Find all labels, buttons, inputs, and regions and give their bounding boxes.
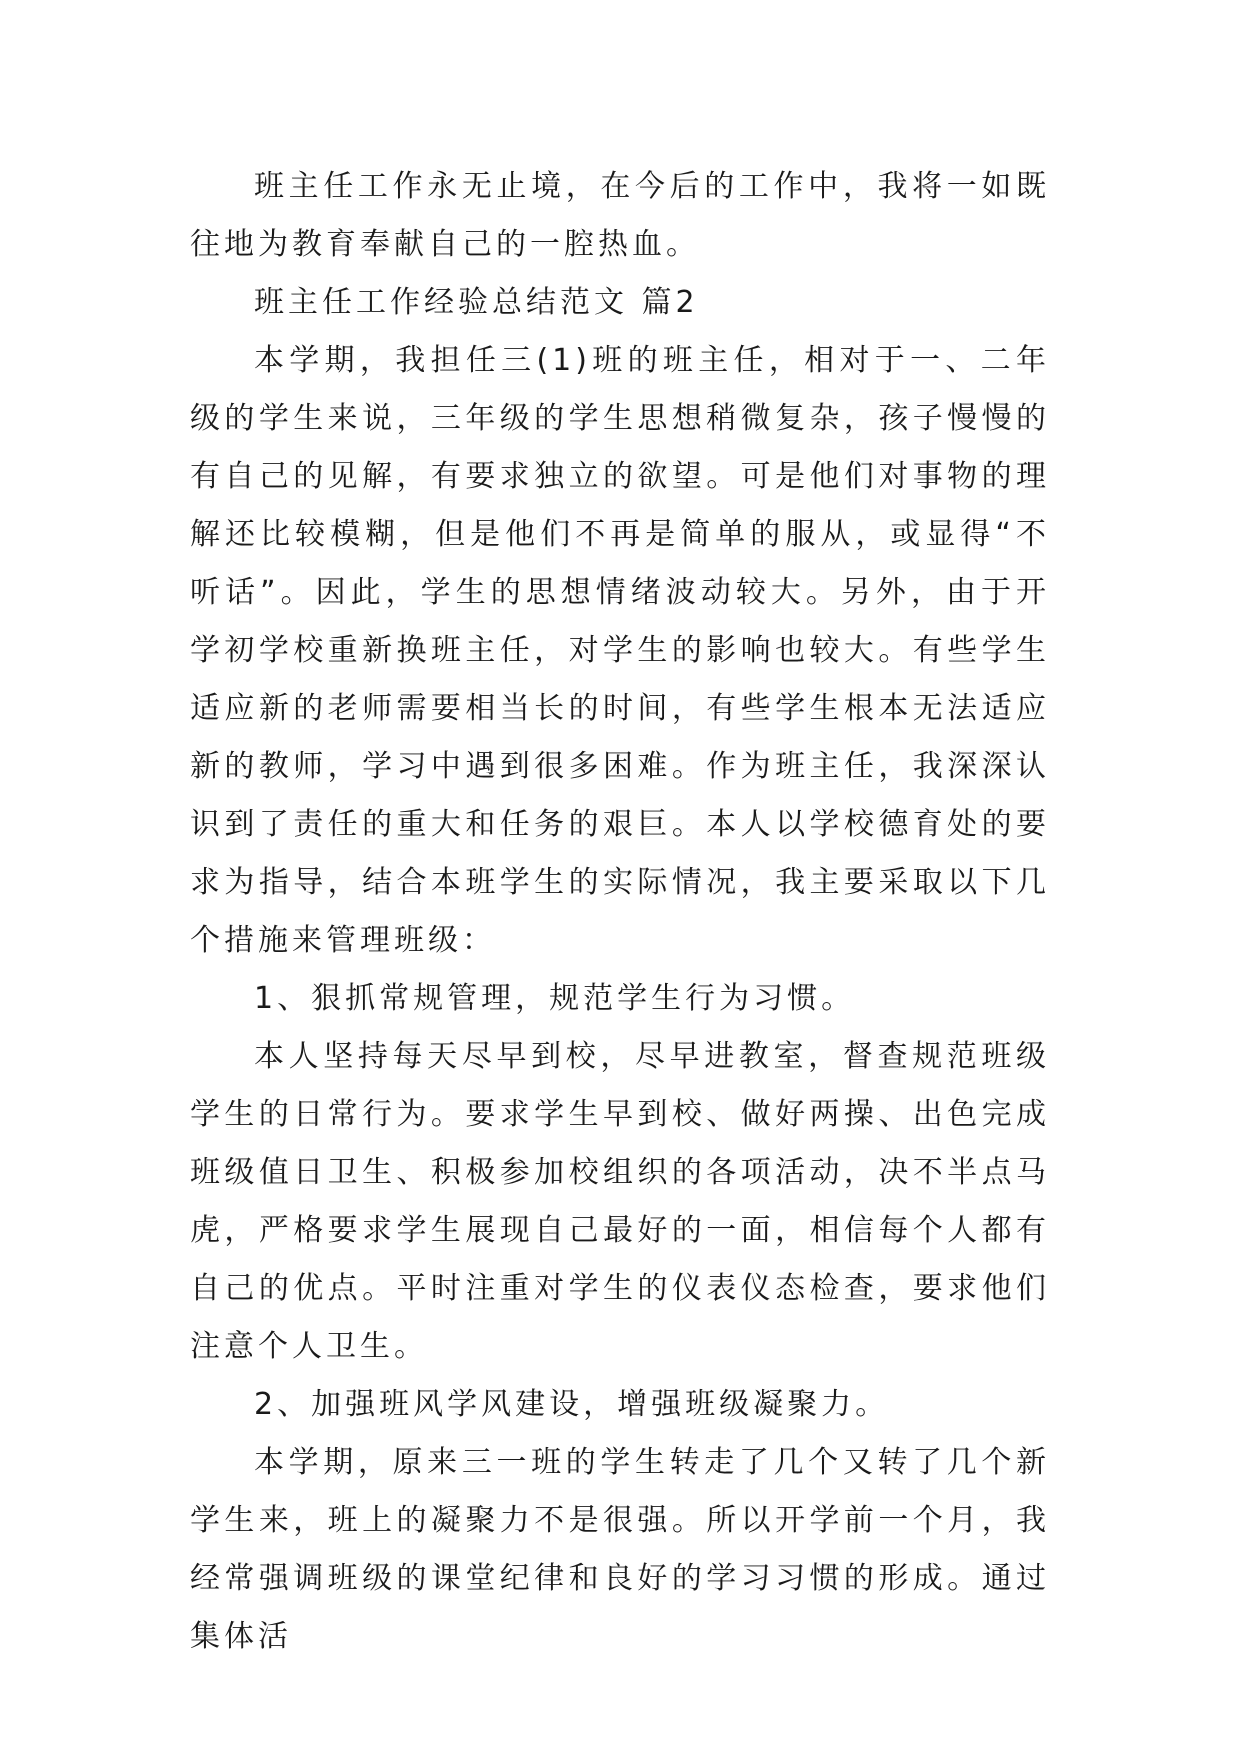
paragraph-closing: 班主任工作永无止境，在今后的工作中，我将一如既往地为教育奉献自己的一腔热血。 (190, 169, 1050, 262)
subheading-2: 2、加强班风学风建设，增强班级凝聚力。 (254, 1387, 890, 1422)
section-heading: 班主任工作经验总结范文 篇2 (254, 285, 699, 320)
paragraph-routine: 本人坚持每天尽早到校，尽早进教室，督查规范班级学生的日常行为。要求学生早到校、做好两操、出色完成班级值日卫生、积极参加校组织的各项活动，决不半点马虎，严格要求学生展现自己最好的一面，相信每个人都有自己的优点。平时注重对学生的仪表仪态检查，要求他们注意个人卫生。 (190, 1039, 1050, 1364)
document-body (190, 158, 1050, 1666)
paragraph-cohesion: 本学期，原来三一班的学生转走了几个又转了几个新学生来，班上的凝聚力不是很强。所以开学前一个月，我经常强调班级的课堂纪律和良好的学习习惯的形成。通过集体活 (190, 1445, 1050, 1654)
subheading-1: 1、狠抓常规管理，规范学生行为习惯。 (254, 981, 856, 1016)
paragraph-intro: 本学期，我担任三(1)班的班主任，相对于一、二年级的学生来说，三年级的学生思想稍微复杂，孩子慢慢的有自己的见解，有要求独立的欲望。可是他们对事物的理解还比较模糊，但是他们不再是简单的服从，或显得“不听话”。因此，学生的思想情绪波动较大。另外，由于开学初学校重新换班主任，对学生的影响也较大。有些学生适应新的老师需要相当长的时间，有些学生根本无法适应新的教师，学习中遇到很多困难。作为班主任，我深深认识到了责任的重大和任务的艰巨。本人以学校德育处的要求为指导，结合本班学生的实际情况，我主要采取以下几个措施来管理班级： (190, 343, 1050, 958)
